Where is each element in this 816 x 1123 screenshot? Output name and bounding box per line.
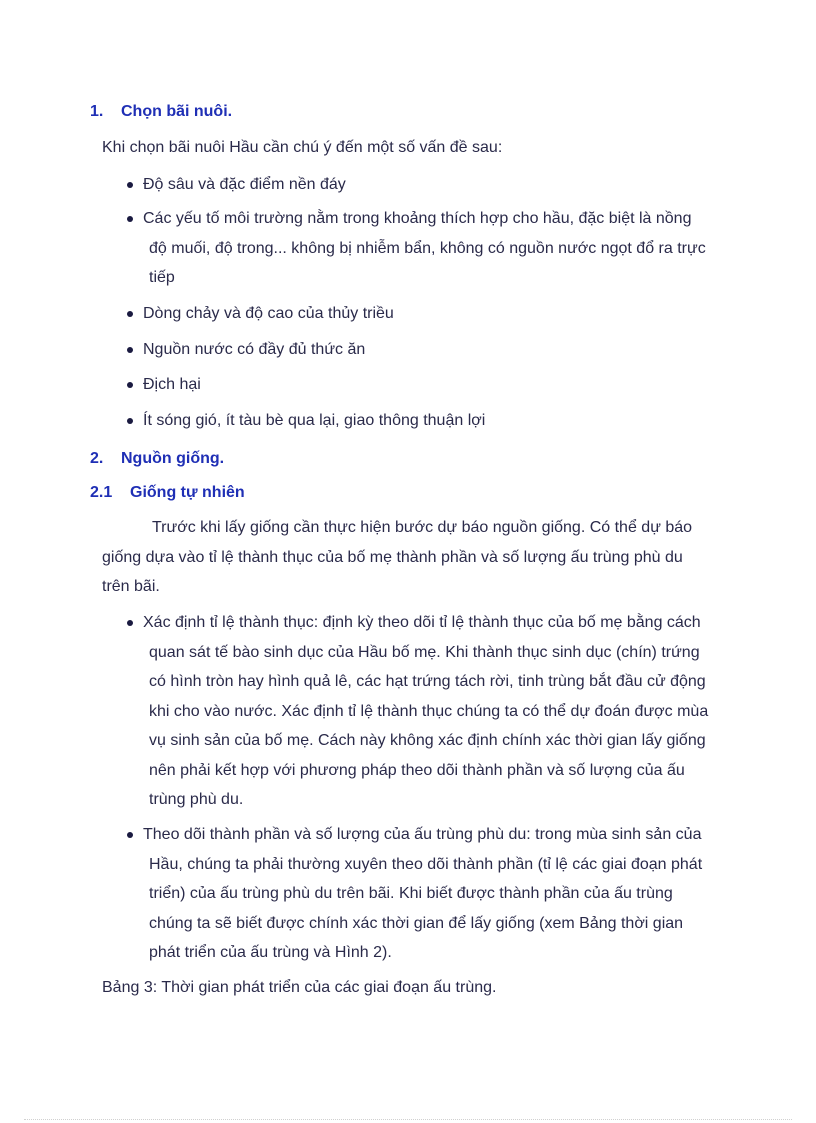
list-item-text: độ muối, độ trong... không bị nhiễm bẩn, không có nguồn nước ngọt đổ ra trực [149, 239, 706, 257]
list-item-text: khi cho vào nước. Xác định tỉ lệ thành thục chúng ta có thể dự đoán được mùa [149, 702, 709, 720]
list-item-text: phát triển của ấu trùng và Hình 2). [149, 944, 392, 961]
list-item-text: trùng phù du. [149, 791, 244, 808]
section-2-heading [90, 449, 224, 469]
list-item-text: có hình tròn hay hình quả lê, các hạt trứng tách rời, tinh trùng bắt đầu cử động [149, 673, 706, 690]
list-item-text: Dòng chảy và độ cao của thủy triều [143, 305, 394, 322]
bullet-icon [127, 182, 133, 188]
section-2-1-title: Giống tự nhiên [130, 484, 245, 501]
bullet-icon [127, 832, 133, 838]
paragraph-line: giống dựa vào tỉ lệ thành thục của bố mẹ thành phần và số lượng ấu trùng phù du [102, 549, 683, 566]
list-item [143, 335, 365, 365]
paragraph-line: trên bãi. [102, 578, 160, 595]
paragraph-line: Trước khi lấy giống cần thực hiện bước dự báo nguồn giống. Có thể dự báo [152, 519, 693, 536]
list-item-text: vụ sinh sản của bố mẹ. Cách này không xác định chính xác thời gian lấy giống [149, 732, 706, 749]
list-item [143, 204, 706, 293]
list-item [143, 299, 394, 329]
list-item-text: Hầu, chúng ta phải thường xuyên theo dõi thành phần (tỉ lệ các giai đoạn phát [149, 855, 703, 873]
bullet-icon [127, 347, 133, 353]
list-item [143, 370, 201, 400]
list-item [143, 406, 485, 436]
section-1-heading [90, 102, 232, 122]
section-2-number: 2. [90, 450, 104, 467]
list-item-text: chúng ta sẽ biết được chính xác thời gian để lấy giống (xem Bảng thời gian [149, 914, 684, 932]
list-item-text: Các yếu tố môi trường nằm trong khoảng thích hợp cho hầu, đặc biệt là nồng [143, 210, 692, 227]
list-item-text: Xác định tỉ lệ thành thục: định kỳ theo dõi tỉ lệ thành thục của bố mẹ bằng cách [143, 614, 701, 631]
bullet-icon [127, 620, 133, 626]
list-item [143, 170, 346, 200]
section-1-intro: Khi chọn bãi nuôi Hầu cần chú ý đến một số vấn đề sau: [102, 139, 503, 156]
bullet-icon [127, 382, 133, 388]
list-item [143, 820, 702, 968]
list-item-text: Theo dõi thành phần và số lượng của ấu trùng phù du: trong mùa sinh sản của [143, 826, 702, 843]
section-1-title: Chọn bãi nuôi. [121, 103, 233, 120]
section-2-1-heading [90, 483, 245, 503]
list-item-text: quan sát tế bào sinh dục của Hầu bố mẹ. Khi thành thục sinh dục (chín) trứng [149, 643, 700, 661]
bullet-icon [127, 216, 133, 222]
bullet-icon [127, 311, 133, 317]
section-2-1-number: 2.1 [90, 484, 113, 501]
list-item-text: tiếp [149, 269, 175, 286]
page-bottom-rule [24, 1119, 792, 1120]
list-item-text: Độ sâu và đặc điểm nền đáy [143, 176, 346, 193]
list-item-text: Địch hại [143, 376, 201, 393]
list-item-text: Ít sóng gió, ít tàu bè qua lại, giao thông thuận lợi [143, 412, 486, 429]
bullet-icon [127, 418, 133, 424]
list-item-text: nên phải kết hợp với phương pháp theo dõi thành phần và số lượng của ấu [149, 761, 685, 779]
list-item-text: triển) của ấu trùng phù du trên bãi. Khi biết được thành phần của ấu trùng [149, 885, 673, 902]
section-2-title: Nguồn giống. [121, 450, 225, 467]
section-1-number: 1. [90, 103, 104, 120]
table-caption: Bảng 3: Thời gian phát triển của các giai đoạn ấu trùng. [102, 979, 497, 996]
list-item-text: Nguồn nước có đầy đủ thức ăn [143, 341, 366, 358]
list-item [143, 608, 708, 815]
